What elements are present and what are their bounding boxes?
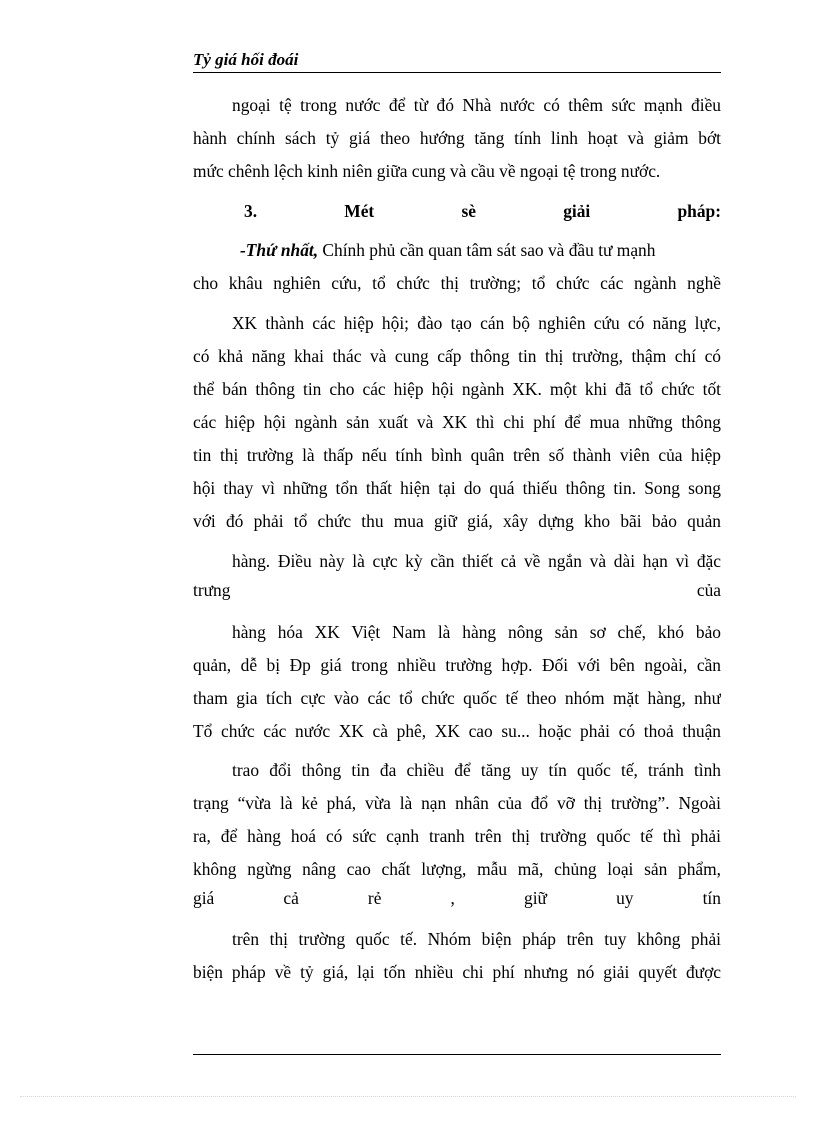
body-line: mức chênh lệch kinh niên giữa cung và cầu về ngoại tệ trong nước.	[193, 161, 661, 181]
body-line: hàng. Điều này là cực kỳ cần thiết cả về ngắn và dài hạn vì đặc	[232, 551, 721, 571]
body-line: quản, dễ bị Đp giá trong nhiều trường hợp. Đối với bên ngoài, cần	[193, 655, 721, 675]
body-line: ra, để hàng hoá có sức cạnh tranh trên thị trường quốc tế thì phải	[193, 826, 721, 846]
emphasis-text: -Thứ nhất,	[240, 240, 319, 260]
body-word: ,	[450, 888, 455, 908]
body-line: tham gia tích cực vào các tổ chức quốc tế theo nhóm mặt hàng, như	[193, 688, 721, 708]
body-line: cho khâu nghiên cứu, tổ chức thị trường; tổ chức các ngành nghề	[193, 273, 721, 293]
body-line: Tổ chức các nước XK cà phê, XK cao su... hoặc phải có thoả thuận	[193, 721, 721, 741]
body-line: với đó phải tổ chức thu mua giữ giá, xây dựng kho bãi bảo quản	[193, 511, 721, 531]
body-line: biện pháp về tỷ giá, lại tốn nhiều chi phí nhưng nó giải quyết được	[193, 962, 721, 982]
heading-word: giải	[563, 201, 591, 221]
body-line: trao đổi thông tin đa chiều để tăng uy tín quốc tế, tránh tình	[232, 760, 721, 780]
footer-rule	[193, 1054, 721, 1055]
page-edge	[20, 1096, 796, 1097]
body-line	[193, 888, 721, 910]
body-word: cả	[283, 888, 299, 908]
body-line: trên thị trường quốc tế. Nhóm biện pháp trên tuy không phải	[232, 929, 721, 949]
heading-word: pháp:	[677, 201, 721, 221]
page-header	[193, 48, 721, 73]
body-line: hàng hóa XK Việt Nam là hàng nông sản sơ chế, khó bảo	[232, 622, 721, 642]
section-heading	[244, 201, 721, 223]
body-line	[193, 580, 721, 602]
body-text: Chính phủ cần quan tâm sát sao và đầu tư mạnh	[318, 240, 656, 260]
body-word: của	[696, 580, 721, 600]
body-word: giá	[193, 888, 215, 908]
body-line: ngoại tệ trong nước để từ đó Nhà nước có thêm sức mạnh điều	[232, 95, 721, 115]
body-word: uy	[616, 888, 634, 908]
body-line	[240, 240, 721, 262]
heading-number: 3.	[244, 201, 258, 221]
body-line: thể bán thông tin cho các hiệp hội ngành XK. một khi đã tổ chức tốt	[193, 379, 721, 399]
body-word: giữ	[524, 888, 547, 908]
heading-word: Mét	[344, 201, 375, 221]
body-word: trưng	[193, 580, 231, 600]
body-line: trạng “vừa là kẻ phá, vừa là nạn nhân của đổ vỡ thị trường”. Ngoài	[193, 793, 721, 813]
body-line: các hiệp hội ngành sản xuất và XK thì chi phí để mua những thông	[193, 412, 721, 432]
body-line: tin thị trường là thấp nếu tính bình quân trên số thành viên của hiệp	[193, 445, 721, 465]
header-title: Tỷ giá hối đoái	[193, 50, 299, 69]
body-word: rẻ	[367, 888, 382, 908]
body-line: hành chính sách tỷ giá theo hướng tăng tính linh hoạt và giảm bớt	[193, 128, 721, 148]
body-line: có khả năng khai thác và cung cấp thông tin thị trường, thậm chí có	[193, 346, 721, 366]
heading-word: sè	[461, 201, 476, 221]
body-line: XK thành các hiệp hội; đào tạo cán bộ nghiên cứu có năng lực,	[232, 313, 721, 333]
body-line: hội thay vì những tổn thất hiện tại do quá thiếu thông tin. Song song	[193, 478, 721, 498]
body-line: không ngừng nâng cao chất lượng, mẫu mã, chủng loại sản phẩm,	[193, 859, 721, 879]
body-word: tín	[702, 888, 721, 908]
